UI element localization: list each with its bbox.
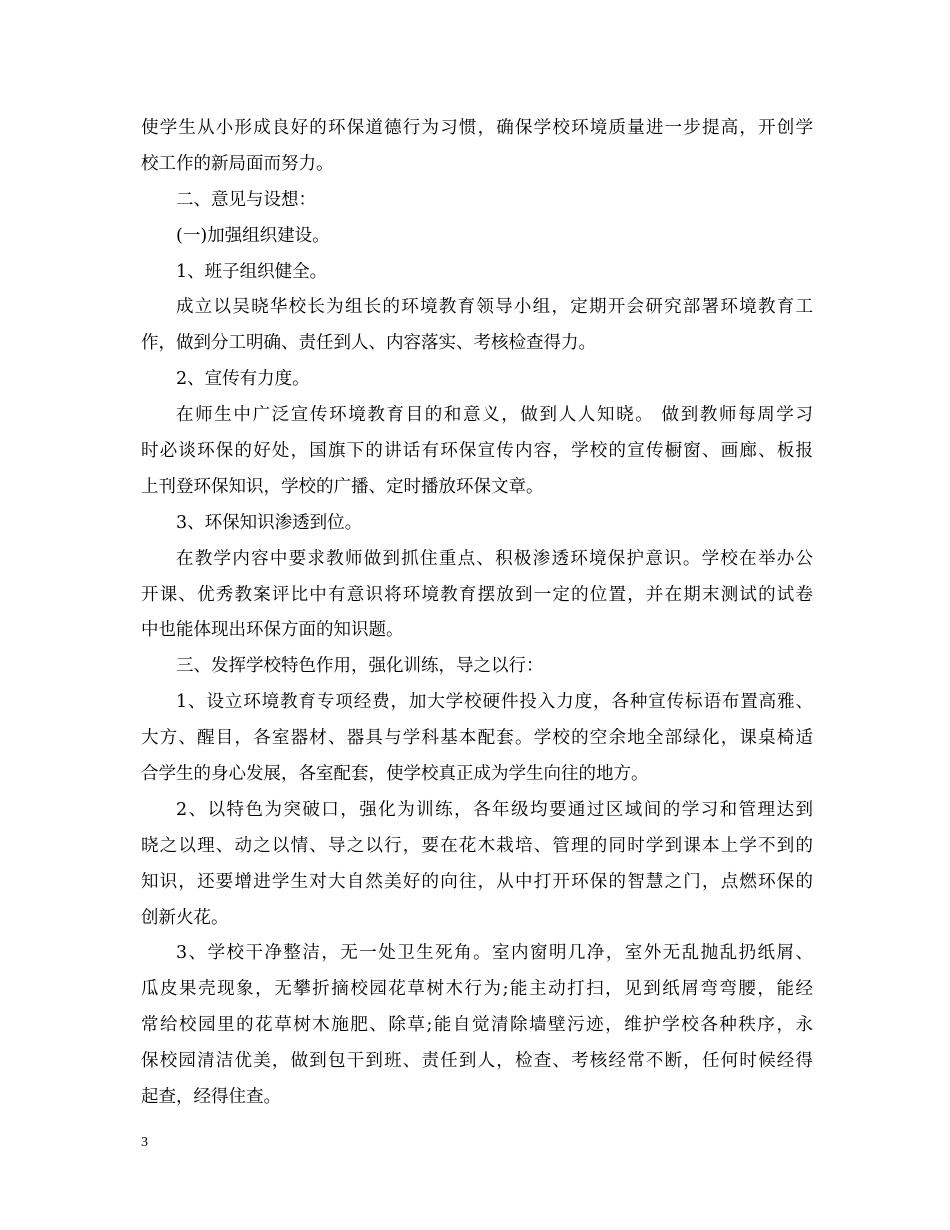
paragraph-line: 成立以吴晓华校长为组长的环境教育领导小组，定期开会研究部署环境教育工 [176, 297, 813, 318]
paragraph-line: 2、以特色为突破口，强化为训练，各年级均要通过区域间的学习和管理达到 [176, 799, 813, 820]
paragraph-line: 常给校园里的花草树木施肥、除草;能自觉清除墙壁污迹，维护学校各种秩序，永 [141, 1015, 813, 1036]
paragraph-line: 时必谈环保的好处，国旗下的讲话有环保宣传内容，学校的宣传橱窗、画廊、板报 [141, 441, 813, 462]
paragraph-line: 作，做到分工明确、责任到人、内容落实、考核检查得力。 [141, 333, 596, 354]
page-number: 3 [141, 1135, 148, 1150]
paragraph-line: 起查，经得住查。 [141, 1087, 281, 1108]
paragraph-line: 1、设立环境教育专项经费，加大学校硬件投入力度，各种宣传标语布置高雅、 [176, 692, 813, 713]
paragraph-line: 合学生的身心发展，各室配套，使学校真正成为学生向往的地方。 [141, 764, 649, 785]
section-heading: 三、发挥学校特色作用，强化训练，导之以行： [176, 656, 544, 677]
paragraph-line: 开课、优秀教案评比中有意识将环境教育摆放到一定的位置，并在期末测试的试卷 [141, 584, 813, 605]
paragraph-line: 上刊登环保知识，学校的广播、定时播放环保文章。 [141, 476, 544, 497]
paragraph-line: 校工作的新局面而努力。 [141, 153, 334, 174]
paragraph-line: 知识，还要增进学生对大自然美好的向往，从中打开环保的智慧之门，点燃环保的 [141, 871, 813, 892]
item-heading: 1、班子组织健全。 [176, 261, 328, 282]
paragraph-line: 在师生中广泛宣传环境教育目的和意义，做到人人知晓。 做到教师每周学习 [176, 405, 813, 426]
paragraph-line: 使学生从小形成良好的环保道德行为习惯，确保学校环境质量进一步提高，开创学 [141, 118, 813, 138]
item-heading: 2、宣传有力度。 [176, 369, 310, 390]
paragraph-line: 3、学校干净整洁，无一处卫生死角。室内窗明几净，室外无乱抛乱扔纸屑、 [176, 943, 813, 964]
item-heading: 3、环保知识渗透到位。 [176, 512, 363, 533]
paragraph-line: 中也能体现出环保方面的知识题。 [141, 620, 404, 641]
body-text [141, 111, 813, 1116]
paragraph-line: 大方、醒目，各室器材、器具与学科基本配套。学校的空余地全部绿化，课桌椅适 [141, 728, 813, 749]
section-heading: 二、意见与设想： [176, 189, 316, 210]
paragraph-line: 保校园清洁优美，做到包干到班、责任到人，检查、考核经常不断，任何时候经得 [141, 1051, 813, 1072]
paragraph-line: 创新火花。 [141, 907, 229, 928]
paragraph-line: 瓜皮果壳现象，无攀折摘校园花草树木行为;能主动打扫，见到纸屑弯弯腰，能经 [141, 979, 813, 1000]
subsection-heading: (一)加强组织建设。 [176, 225, 330, 246]
paragraph-line: 晓之以理、动之以情、导之以行，要在花木栽培、管理的同时学到课本上学不到的 [141, 835, 813, 856]
paragraph-line: 在教学内容中要求教师做到抓住重点、积极渗透环境保护意识。学校在举办公 [176, 548, 813, 569]
